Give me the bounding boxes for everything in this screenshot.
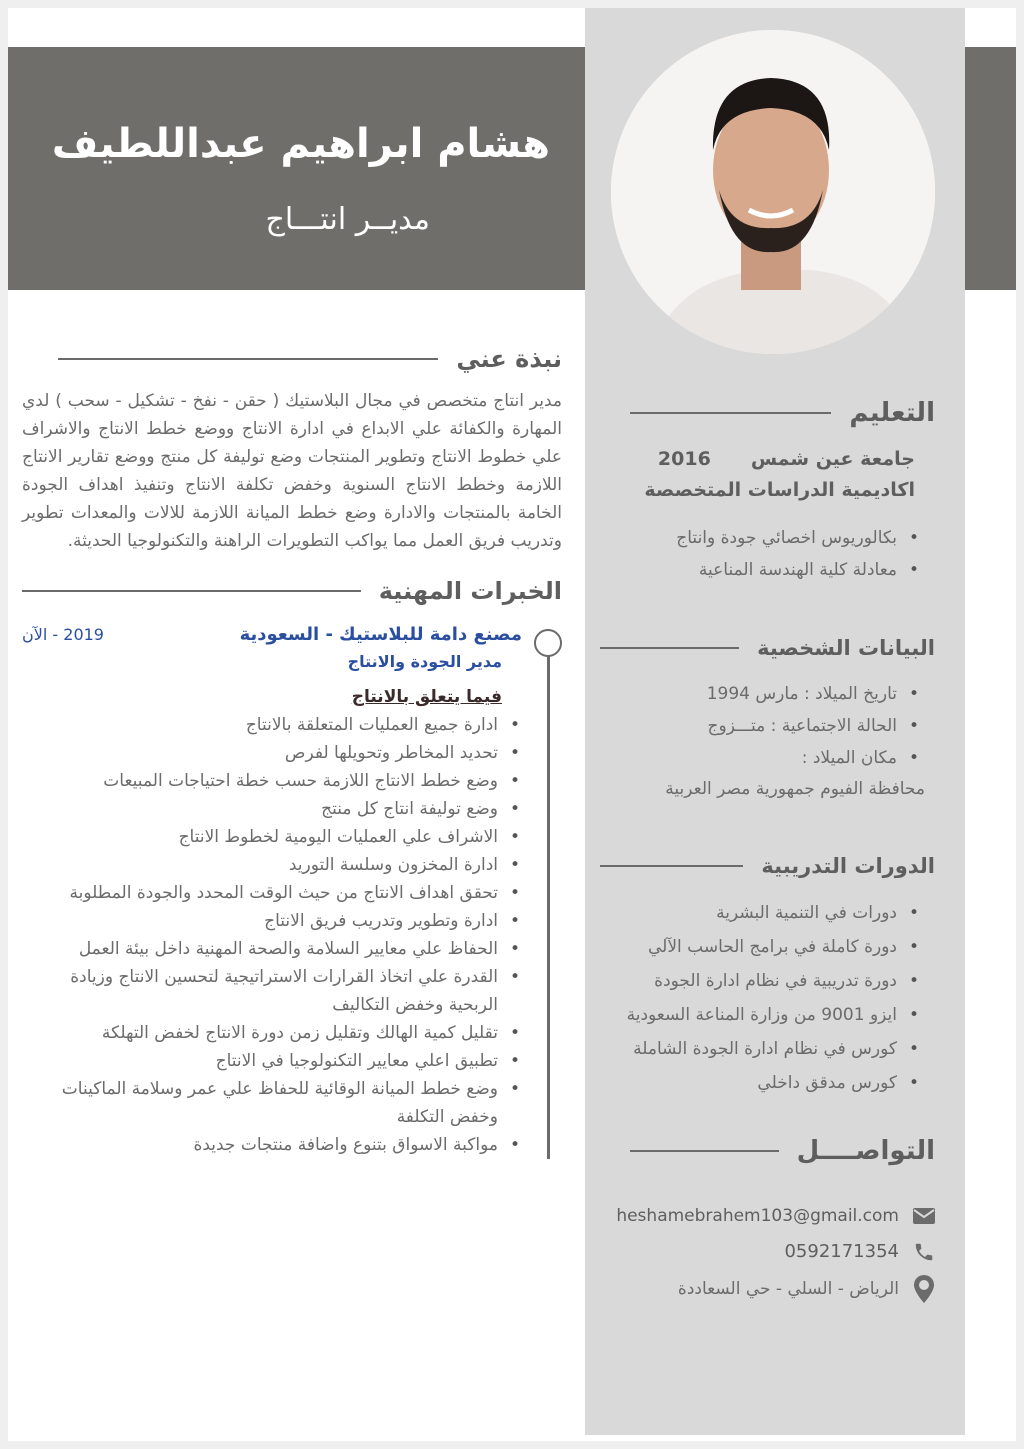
about-heading: نبذة عني <box>456 345 562 373</box>
header-band-right <box>965 47 1016 290</box>
list-item: • تحديد المخاطر وتحويلها لفرص <box>42 739 522 767</box>
list-item: • وضع توليفة انتاج كل منتج <box>42 795 522 823</box>
personal-list <box>600 678 935 774</box>
divider <box>600 865 743 867</box>
phone[interactable]: 0592171354 <box>784 1241 899 1262</box>
timeline-line <box>547 656 550 1159</box>
about-heading-row <box>22 345 562 373</box>
list-item: • وضع خطط الميانة الوقائية للحفاظ علي عمر وسلامة الماكينات وخفض التكلفة <box>42 1075 522 1131</box>
birth-place-label: • مكان الميلاد : <box>600 742 921 774</box>
list-item: • تطبيق اعلي معايير التكنولوجيا في الانتاج <box>42 1047 522 1075</box>
education-list <box>600 522 935 586</box>
experience-list <box>22 711 522 1159</box>
education-row <box>600 444 935 474</box>
employment-period: 2019 - الآن <box>22 625 104 644</box>
company-name: مصنع دامة للبلاستيك - السعودية <box>239 624 522 645</box>
list-item: • كورس في نظام ادارة الجودة الشاملة <box>600 1032 921 1066</box>
list-item: • مواكبة الاسواق بتنوع واضافة منتجات جديدة <box>42 1131 522 1159</box>
courses-list <box>600 896 935 1100</box>
list-item: • معادلة كلية الهندسة المناعية <box>600 554 921 586</box>
list-item: • بكالوريوس اخصائي جودة وانتاج <box>600 522 921 554</box>
experience-entry <box>22 621 562 1159</box>
email-row <box>600 1202 935 1230</box>
email-icon <box>913 1208 935 1224</box>
position-title: مدير الجودة والانتاج <box>347 652 502 671</box>
list-item: • دورة كاملة في برامج الحاسب الآلي <box>600 930 921 964</box>
side-column <box>600 398 935 1304</box>
list-item: • ادارة جميع العمليات المتعلقة بالانتاج <box>42 711 522 739</box>
list-item: • دورات في التنمية البشرية <box>600 896 921 930</box>
list-item: • ادارة المخزون وسلسة التوريد <box>42 851 522 879</box>
full-name: هشام ابراهيم عبداللطيف <box>51 121 550 167</box>
subheading: فيما يتعلق بالانتاج <box>351 687 502 707</box>
divider <box>630 412 831 414</box>
email[interactable]: heshamebrahem103@gmail.com <box>616 1206 899 1226</box>
university: جامعة عين شمس <box>750 448 915 470</box>
phone-icon <box>913 1241 935 1263</box>
personal-heading-row <box>600 636 935 660</box>
list-item: • وضع خطط الانتاج اللازمة حسب خطة احتياجات المبيعات <box>42 767 522 795</box>
divider <box>58 358 438 360</box>
list-item: • الحفاظ علي معايير السلامة والصحة المهنية داخل بيئة العمل <box>42 935 522 963</box>
education-heading: التعليم <box>849 398 935 428</box>
profile-photo <box>611 30 935 354</box>
address-row <box>600 1274 935 1304</box>
birth-place: محافظة الفيوم جمهورية مصر العربية <box>665 779 925 799</box>
graduation-year: 2016 <box>657 448 711 470</box>
list-item: • الاشراف علي العمليات اليومية لخطوط الانتاج <box>42 823 522 851</box>
about-text: مدير انتاج متخصص في مجال البلاستيك ( حقن - نفخ - تشكيل - سحب ) لدي المهارة والكفائة علي الابداع في ادارة الانتاج ووضع خطط الانتاج والاشراف علي خطوط الانتاج وتطوير المنتجات وضع توليفة كل منتج ووضع تقارير الانتاج اللازمة وخطط الانتاج السنوية وخفض تكلفة الانتاج وتنفيذ اهداف الجودة الخامة بالمنتجات والادارة وضع خطط الميانة اللازمة للالات والمعدات تطوير وتدريب فريق العمل مما يواكب التطويرات الراهنة والتكنولوجيا الحديثة. <box>22 391 562 551</box>
marital-status: • الحالة الاجتماعية : متـــزوج <box>600 710 921 742</box>
divider <box>600 647 739 649</box>
courses-heading: الدورات التدريبية <box>761 854 935 878</box>
list-item: • تقليل كمية الهالك وتقليل زمن دورة الانتاج لخفض التهلكة <box>42 1019 522 1047</box>
experience-heading: الخبرات المهنية <box>378 577 562 605</box>
timeline-node <box>534 629 562 657</box>
list-item: • دورة تدريبية في نظام ادارة الجودة <box>600 964 921 998</box>
experience-heading-row <box>22 577 562 605</box>
experience-header <box>22 621 522 675</box>
main-column <box>22 345 562 1159</box>
list-item: • تحقق اهداف الانتاج من حيث الوقت المحدد والجودة المطلوبة <box>42 879 522 907</box>
contact-heading: التواصــــل <box>796 1136 935 1166</box>
contact-heading-row <box>600 1136 935 1166</box>
job-title: مديــر انتـــاج <box>265 202 430 237</box>
list-item: • القدرة علي اتخاذ القرارات الاستراتيجية لتحسين الانتاج وزيادة الربحية وخفض التكاليف <box>42 963 522 1019</box>
location-icon <box>913 1274 935 1304</box>
list-item: • كورس مدقق داخلي <box>600 1066 921 1100</box>
list-item: • ايزو 9001 من وزارة المناعة السعودية <box>600 998 921 1032</box>
personal-heading: البيانات الشخصية <box>757 636 935 660</box>
contact-list <box>600 1202 935 1304</box>
courses-heading-row <box>600 854 935 878</box>
divider <box>630 1150 779 1152</box>
address: الرياض - السلي - حي السعاددة <box>677 1279 899 1299</box>
divider <box>22 590 361 592</box>
academy: اكاديمية الدراسات المتخصصة <box>644 479 915 501</box>
list-item: • ادارة وتطوير وتدريب فريق الانتاج <box>42 907 522 935</box>
education-heading-row <box>600 398 935 428</box>
phone-row <box>600 1238 935 1266</box>
birth-date: • تاريخ الميلاد : مارس 1994 <box>600 678 921 710</box>
